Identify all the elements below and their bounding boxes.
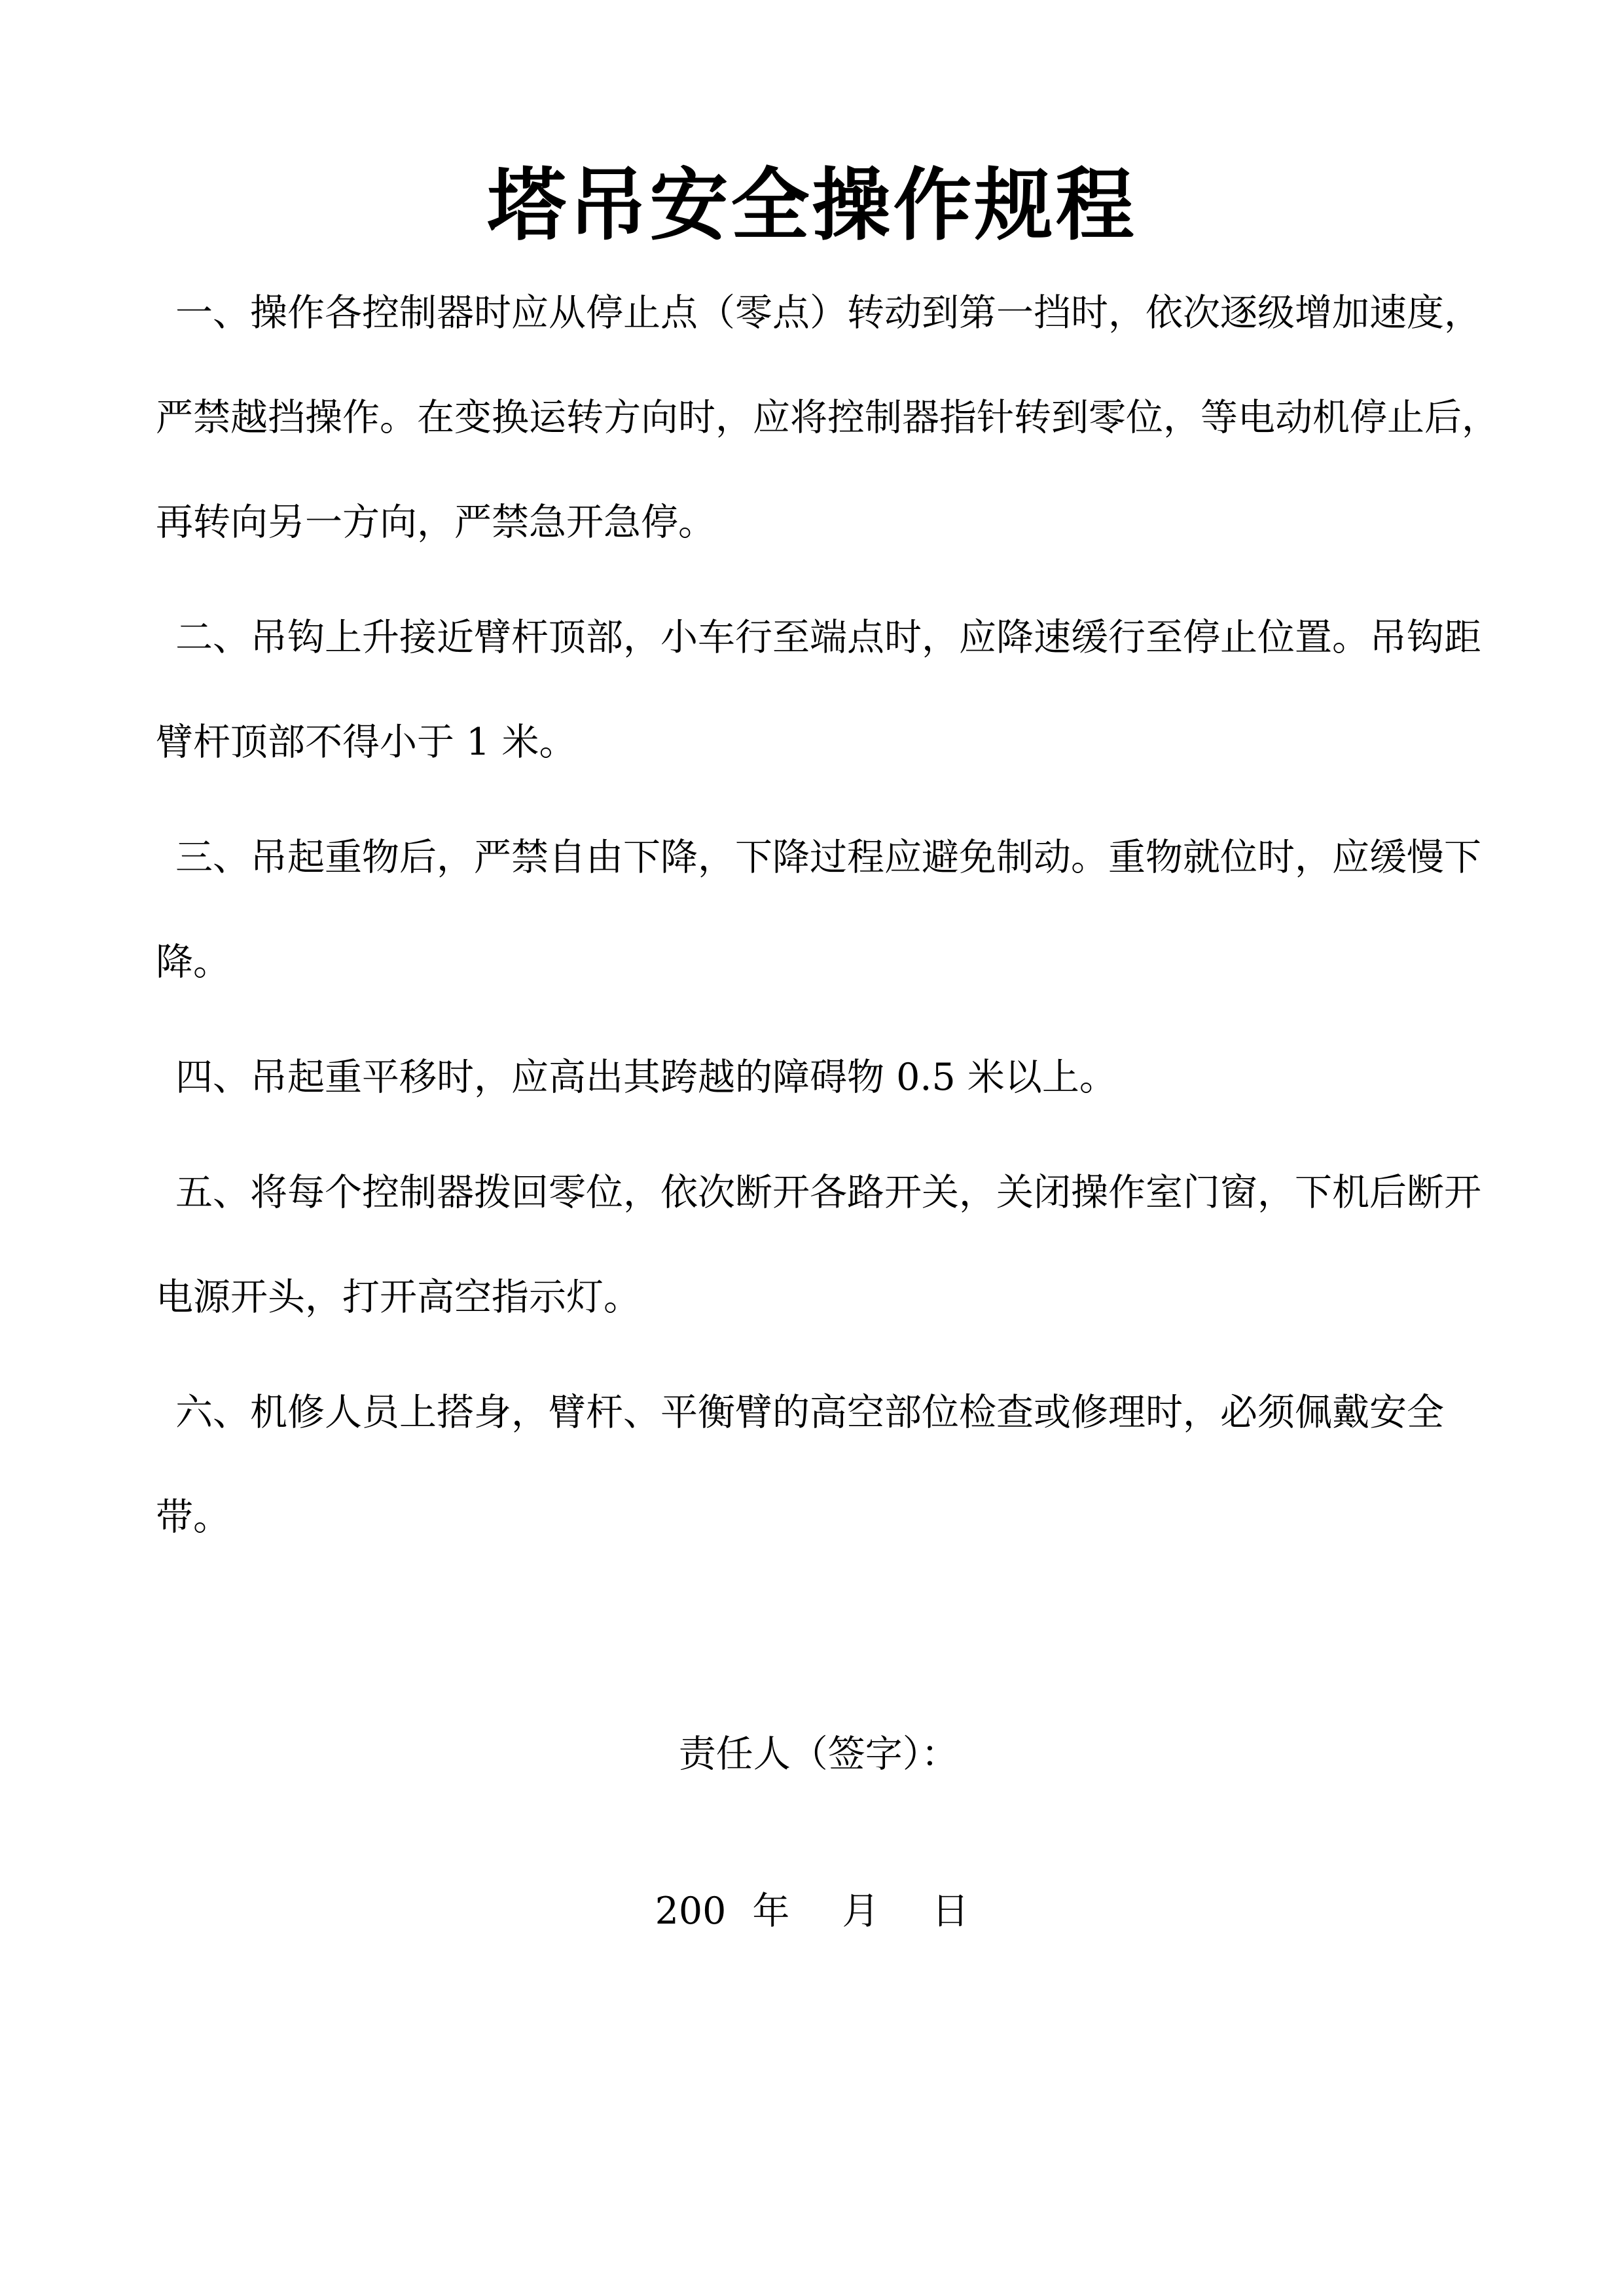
paragraph-5: 五、将每个控制器拨回零位，依次断开各路开关，关闭操作室门窗，下机后断开电源开头，打开高空指示灯。 xyxy=(156,1171,1481,1319)
paragraph-1: 一、操作各控制器时应从停止点（零点）转动到第一挡时，依次逐级增加速度，严禁越挡操作。在变换运转方向时，应将控制器指针转到零位，等电动机停止后，再转向另一方向，严禁急开急停。 xyxy=(156,291,1499,544)
document-title: 塔吊安全操作规程 xyxy=(487,160,1137,251)
paragraph-6: 六、机修人员上搭身，臂杆、平衡臂的高空部位检查或修理时，必须佩戴安全带。 xyxy=(156,1391,1444,1539)
date-year-unit: 年 xyxy=(752,1890,790,1933)
date-day-unit: 日 xyxy=(931,1890,969,1933)
document-body xyxy=(156,260,1504,1580)
date-month-unit: 月 xyxy=(842,1890,880,1933)
paragraph-2: 二、吊钩上升接近臂杆顶部，小车行至端点时，应降速缓行至停止位置。吊钩距臂杆顶部不得小于 1 米。 xyxy=(156,616,1481,764)
paragraph-4: 四、吊起重平移时，应高出其跨越的障碍物 0.5 米以上。 xyxy=(175,1056,1117,1099)
paragraph-3: 三、吊起重物后，严禁自由下降，下降过程应避免制动。重物就位时，应缓慢下降。 xyxy=(156,836,1481,984)
date-year: 200 xyxy=(655,1890,727,1933)
signature-label: 责任人（签字）： xyxy=(678,1732,959,1776)
signature-date xyxy=(0,1885,1624,1937)
